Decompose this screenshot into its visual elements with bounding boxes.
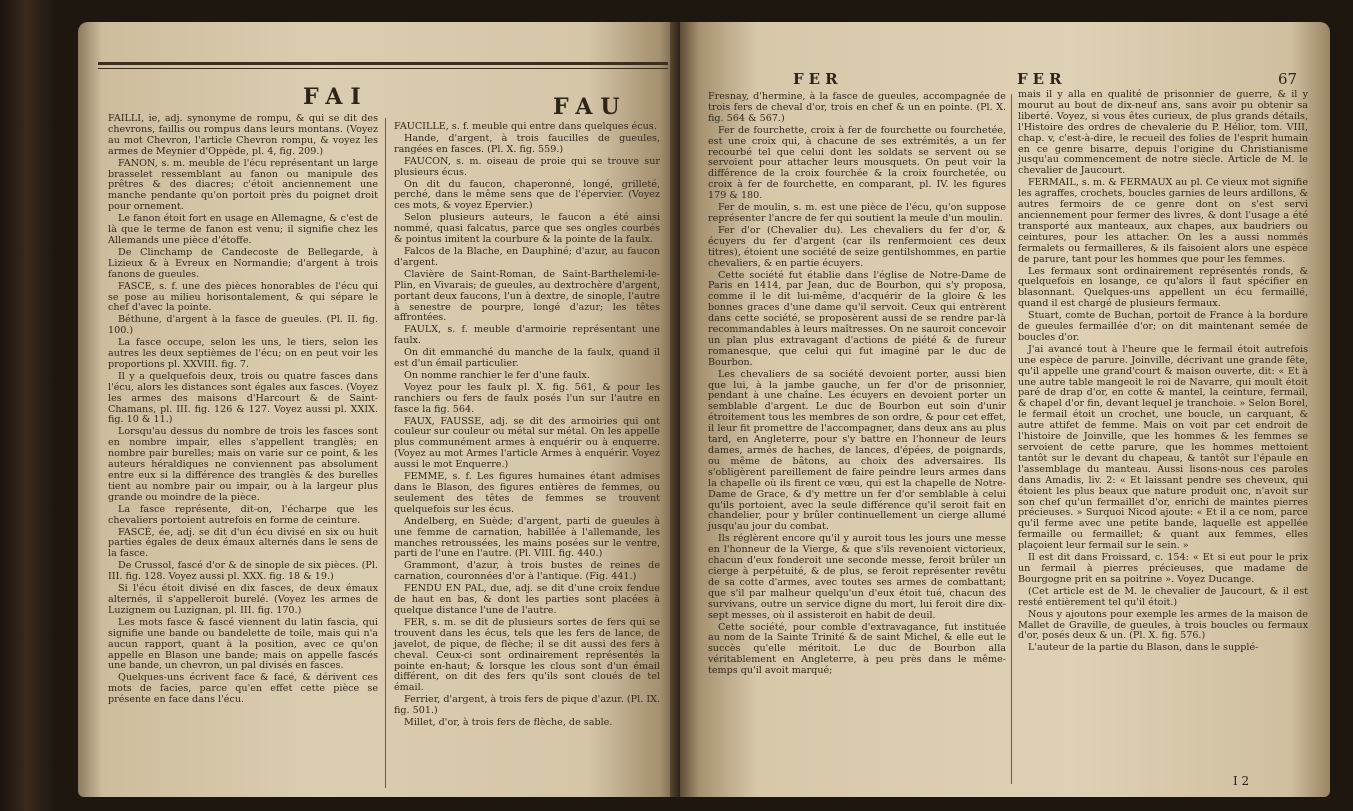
- dictionary-entry: FAULX, s. f. meuble d'armoirie représentant une faulx.: [394, 324, 660, 347]
- dictionary-entry: (Cet article est de M. le chevalier de Jaucourt, & il est resté entièrement tel qu'il étoit.): [1018, 585, 1308, 608]
- dictionary-entry: Nous y ajoutons pour exemple les armes de la maison de Mallet de Graville, de gueules, à trois boucles ou fermaux d'or, posés deux & un. (Pl. X. fig. 576.): [1018, 608, 1308, 642]
- dictionary-entry: De Crussol, fascé d'or & de sinople de six pièces. (Pl. III. fig. 128. Voyez aussi pl. XXX. fig. 18 & 19.): [108, 560, 378, 583]
- dictionary-entry: FAUCON, s. m. oiseau de proie qui se trouve sur plusieurs écus.: [394, 155, 660, 178]
- dictionary-entry: Cette société, pour comble d'extravagance, fut instituée au nom de la Sainte Trinité & de saint Michel, & elle eut le succès qu'elle méritoit. Le duc de Bourbon alla véritablement en Angleterre, à peu près dans le même-temps qu'il avoit marqué;: [708, 621, 1006, 677]
- dictionary-entry: Falcos de la Blache, en Dauphiné; d'azur, au faucon d'argent.: [394, 245, 660, 268]
- dictionary-entry: La fasce occupe, selon les uns, le tiers, selon les autres les deux septièmes de l'écu; on en peut voir les proportions pl. XXVIII. fig. 7.: [108, 337, 378, 370]
- dictionary-entry: FAUCILLE, s. f. meuble qui entre dans quelques écus.: [394, 121, 657, 132]
- right-page-column-1: [708, 92, 1006, 792]
- dictionary-entry: On dit du faucon, chaperonné, longé, grilleté, perché, dans le même sens que de l'épervier. (Voyez ces mots, & voyez Epervier.): [394, 178, 660, 212]
- dictionary-entry: Selon plusieurs auteurs, le faucon a été ainsi nommé, quasi falcatus, parce que ses ongles courbés & pointus imitent la courbure & la pointe de la faulx.: [394, 212, 660, 246]
- dictionary-entry: Le fanon étoit fort en usage en Allemagne, & c'est de là que le terme de fanon est venu; il signifie chez les Allemands une pièce d'étoffe.: [108, 213, 378, 246]
- page-number: 67: [1278, 70, 1298, 88]
- top-rule-thin: [98, 68, 668, 69]
- dictionary-entry: Voyez pour les faulx pl. X. fig. 561, & pour les ranchiers ou fers de faulx posés l'un sur l'autre en fasce la fig. 564.: [394, 381, 660, 415]
- dictionary-entry: Les fermaux sont ordinairement représentés ronds, & quelquefois en losange, ce qu'alors il faut spécifier en blasonnant. Quelques-uns appellent un écu fermaillé, quand il est chargé de plusieurs fermaux.: [1018, 265, 1308, 310]
- dictionary-entry: Lorsqu'au dessus du nombre de trois les fasces sont en nombre impair, elles s'appellent tranglès; en nombre pair burelles; mais on varie sur ce point, & les auteurs héraldiques ne conviennent pas absolument entre eux si la différence des tranglès & des burelles tient au nombre pair ou impair, ou à la largeur plus grande ou moindre de la pièce.: [108, 426, 378, 503]
- running-head-left: FAI: [303, 84, 369, 110]
- left-page-column-1: [108, 114, 378, 794]
- dictionary-entry: Ferrier, d'argent, à trois fers de pique d'azur. (Pl. IX. fig. 501.): [394, 694, 660, 717]
- dictionary-entry: FANON, s. m. meuble de l'écu représentant un large brasselet ressemblant au fanon ou manipule des prêtres & des diacres; c'étoit anciennement une manche pendante qu'on portoit près du poignet droit pour ornement.: [108, 157, 378, 213]
- running-head-left: FER: [793, 70, 843, 88]
- dictionary-entry: La fasce représente, dit-on, l'écharpe que les chevaliers portoient autrefois en forme de ceinture.: [108, 503, 378, 526]
- dictionary-entry: Grammont, d'azur, à trois bustes de reines de carnation, couronnées d'or à l'antique. (Fig. 441.): [394, 560, 660, 583]
- dictionary-entry: Andelberg, en Suède; d'argent, parti de gueules à une femme de carnation, habillée à l'allemande, les manches retroussées, les mains posées sur le ventre, parti de l'une en l'autre. (Pl. VIII. fig. 440.): [394, 515, 660, 560]
- dictionary-entry: FASCÉ, ée, adj. se dit d'un écu divisé en six ou huit parties égales de deux émaux alternés dans le sens de la fasce.: [108, 526, 378, 560]
- right-page-column-2: [1018, 90, 1308, 770]
- dictionary-entry: Millet, d'or, à trois fers de flèche, de sable.: [404, 717, 613, 729]
- dictionary-entry: Fresnay, d'hermine, à la fasce de gueules, accompagnée de trois fers de cheval d'or, trois en chef & un en pointe. (Pl. X. fig. 564 & 567.): [708, 91, 1006, 124]
- dictionary-entry: FENDU EN PAL, due, adj. se dit d'une croix fendue de haut en bas, & dont les parties sont placées à quelque distance l'une de l'autre.: [394, 583, 660, 616]
- right-page: [680, 22, 1330, 797]
- dictionary-entry: FER, s. m. se dit de plusieurs sortes de fers qui se trouvent dans les écus, tels que les fers de lance, de javelot, de pique, de flèche; il se dit aussi des fers à cheval. Ceux-ci sont ordinairement représentés la pointe en-haut; & lorsque les clous sont d'un émail différent, on dit des fers qu'ils sont cloués de tel émail.: [394, 616, 660, 694]
- dictionary-entry: FAILLI, ie, adj. synonyme de rompu, & qui se dit des chevrons, faillis ou rompus dans leurs montans. (Voyez au mot Chevron, l'article Chevron rompu, & voyez les armes de Meynier d'Oppède, pl. 4, fig. 209.): [108, 113, 378, 157]
- top-rule: [98, 62, 668, 65]
- dictionary-entry: Stuart, comte de Buchan, portoit de France à la bordure de gueules fermaillée d'or; on dit maintenant semée de boucles d'or.: [1018, 310, 1308, 343]
- running-head-right: FAU: [553, 94, 628, 120]
- dictionary-entry: Si l'écu étoit divisé en dix fasces, de deux émaux alternés, il s'appelleroit burelé. (Voyez les armes de Luzignem ou Luzignan, pl. III. fig. 170.): [108, 583, 378, 616]
- column-divider: [385, 118, 386, 788]
- dictionary-entry: Quelques-uns écrivent face & facé, & dérivent ces mots de facies, parce qu'en effet cette pièce se présente en face dans l'écu.: [108, 672, 378, 706]
- dictionary-entry: L'auteur de la partie du Blason, dans le supplé-: [1028, 642, 1259, 654]
- signature-mark: I 2: [1233, 774, 1250, 788]
- dictionary-entry: Les chevaliers de sa société devoient porter, aussi bien que lui, à la jambe gauche, un fer d'or de prisonnier, pendant à une chaîne. Les écuyers en devoient porter un semblable d'argent. Le duc de Bourbon eut soin d'unir étroitement tous les membres de son ordre, & pour cet effet, il leur fit promettre de l'accompagner, dans deux ans au plus tard, en Angleterre, pour s'y battre en l'honneur de leurs dames, armés de haches, de lances, d'épées, de poignards, ou même de bâtons, au choix des adversaires. Ils s'obligèrent pareillement de faire peindre leurs armes dans la chapelle où ils firent ce vœu, qui est la chapelle de Notre-Dame de Grace, & d'y mettre un fer d'or semblable à celui qu'ils portoient, avec la seule différence qu'il seroit fait en chandelier, pour y brûler continuellement un cierge allumé jusqu'au jour du combat.: [708, 368, 1006, 533]
- dictionary-entry: Clavière de Saint-Roman, de Saint-Barthelemi-le-Plin, en Vivarais; de gueules, au dextrochère d'argent, portant deux faucons, l'un à dextre, de sinople, l'autre à senestre de pourpre, longé d'azur; les têtes affrontées.: [394, 268, 660, 324]
- dictionary-entry: Les mots fasce & fascé viennent du latin fascia, qui signifie une bande ou bandelette de toile, mais qui n'a aucun rapport, quant à la position, avec ce qu'on appelle en Blason une bande; mais on appelle fascés une bande, un chevron, un pal divisés en fasces.: [108, 616, 378, 672]
- dictionary-entry: Il est dit dans Froissard, c. 154: « Et si eut pour le prix un fermail à pierres précieuses, que madame de Bourgogne prit en sa poitrine ». Voyez Ducange.: [1018, 552, 1308, 585]
- dictionary-entry: J'ai avancé tout à l'heure que le fermail étoit autrefois une espèce de parure. Joinville, décrivant une grande fête, qu'il appelle une grand'court & maison ouverte, dit: « Et à une autre table mangeoit le roi de Navarre, qui moult étoit paré de drap d'or, en cotte & mantel, la ceinture, fermail, & chapel d'or fin, devant lequel je tranchoie. » Selon Borel, le fermail étoit un crochet, une boucle, un carquant, & autre attifet de femme. Mais on voit par cet endroit de l'histoire de Joinville, que les hommes & les femmes se servoient de cette parure, que les hommes mettoient tantôt sur le devant du chapeau, & tantôt sur l'épaule en l'assemblage du manteau. Aussi lisons-nous ces paroles dans Amadis, liv. 2: « Et laissant pendre ses cheveux, qui étoient les plus beaux que nature produit onc, n'avoit sur son chef qu'un fermaillet d'or, enrichi de maintes pierres précieuses. » Surquoi Nicod ajoute: « Et il a ce nom, parce qu'il ferme avec une petite bande, laquelle est appellée fermaille ou fermaillet; & quant aux femmes, elles plaçoient leur fermail sur le sein. »: [1018, 343, 1308, 552]
- dictionary-entry: Béthune, d'argent à la fasce de gueules. (Pl. II. fig. 100.): [108, 314, 378, 337]
- left-page-column-2: [394, 122, 660, 792]
- dictionary-entry: Fer de moulin, s. m. est une pièce de l'écu, qu'on suppose représenter l'ancre de fer qui soutient la meule d'un moulin.: [708, 202, 1006, 224]
- left-page: [78, 22, 678, 797]
- dictionary-entry: Ils réglèrent encore qu'il y auroit tous les jours une messe en l'honneur de la Vierge, & que s'ils revenoient victorieux, chacun d'eux fonderoit une seconde messe, feroit brûler un cierge à perpétuité, & de plus, se feroit représenter revêtu de sa cotte d'armes, avec toutes ses armes de combattant; que s'il par malheur quelqu'un d'eux étoit tué, chacun des survivans, outre un service digne du mort, lui feroit dire dix-sept messes, où il assisteroit en habit de deuil.: [708, 533, 1006, 621]
- running-head-right: FER: [1017, 70, 1067, 88]
- dictionary-entry: Il y a quelquefois deux, trois ou quatre fasces dans l'écu, alors les distances sont égales aux fasces. (Voyez les armes des maisons d'Harcourt & de Saint-Chamans, pl. III. fig. 126 & 127. Voyez aussi pl. XXIX. fig. 10 & 11.): [108, 370, 378, 426]
- dictionary-entry: On nomme ranchier le fer d'une faulx.: [404, 369, 590, 381]
- dictionary-entry: Fer d'or (Chevalier du). Les chevaliers du fer d'or, & écuyers du fer d'argent (car ils renfermoient ces deux titres), étoient une société de seize gentilshommes, en partie chevaliers, & en partie écuyers.: [708, 224, 1006, 269]
- column-divider: [1011, 94, 1012, 784]
- dictionary-entry: On dit emmanché du manche de la faulx, quand il est d'un émail particulier.: [394, 347, 660, 370]
- dictionary-entry: FERMAIL, s. m. & FERMAUX au pl. Ce vieux mot signifie les agraffes, crochets, boucles garnies de leurs ardillons, & autres fermoirs de ce genre dont on s'est servi anciennement pour fermer des livres, & dont l'usage a été transporté aux manteaux, aux chapes, aux baudriers ou ceintures, pour les attacher. On les a aussi nommés fermalets ou fermailleres, & ils faisoient alors une espèce de parure, tant pour les hommes que pour les femmes.: [1018, 177, 1308, 265]
- dictionary-entry: FAUX, FAUSSE, adj. se dit des armoiries qui ont couleur sur couleur ou métal sur métal. On les appelle plus communément armes à enquérir ou à enquerre. (Voyez au mot Armes l'article Armes à enquérir. Voyez aussi le mot Enquerre.): [394, 415, 660, 471]
- dictionary-entry: De Clinchamp de Candecoste de Bellegarde, à Lizieux & à Evreux en Normandie; d'argent à trois fanons de gueules.: [108, 246, 378, 280]
- dictionary-entry: FEMME, s. f. Les figures humaines étant admises dans le Blason, des figures entières de femmes, ou seulement des têtes de femmes se trouvent quelquefois sur les écus.: [394, 471, 660, 515]
- dictionary-entry: mais il y alla en qualité de prisonnier de guerre, & il y mourut au bout de dix-neuf ans, sans avoir pu obtenir sa liberté. Voyez, si vous êtes curieux, de plus grands détails, l'Histoire des ordres de chevalerie du P. Hélior, tom. VIII, chap. v, c'est-à-dire, le recueil des folies de l'esprit humain en ce genre bisarre, depuis l'origine du Christianisme jusqu'au commencement de notre siècle. Article de M. le chevalier de Jaucourt.: [1018, 89, 1308, 177]
- dictionary-entry: FASCE, s. f. une des pièces honorables de l'écu qui se pose au milieu horisontalement, & qui sépare le chef d'avec la pointe.: [108, 280, 378, 314]
- dictionary-entry: Fer de fourchette, croix à fer de fourchette ou fourchetée, est une croix qui, à chacune de ses extrémités, a un fer recourbé tel que celui dont les soldats se servent ou se servoient pour attacher leurs mousquets. On peut voir la différence de la croix fourchée & la croix fourchetée, ou croix à fer de fourchette, en comparant, pl. IV. les figures 179 & 180.: [708, 124, 1006, 202]
- dictionary-entry: Cette société fut établie dans l'église de Notre-Dame de Paris en 1414, par Jean, duc de Bourbon, qui s'y proposa, comme il le dit lui-même, d'acquérir de la gloire & les bonnes graces d'une dame qu'il servoit. Ceux qui entrèrent dans cette société, se proposèrent aussi de se rendre par-là recommandables à leurs maîtresses. On ne sauroit concevoir un plan plus extravagant d'actions de piété & de fureur romanesque, que celui qui fut imaginé par le duc de Bourbon.: [708, 269, 1006, 368]
- dictionary-entry: Hande, d'argent, à trois faucilles de gueules, rangées en fasces. (Pl. X. fig. 559.): [394, 132, 660, 155]
